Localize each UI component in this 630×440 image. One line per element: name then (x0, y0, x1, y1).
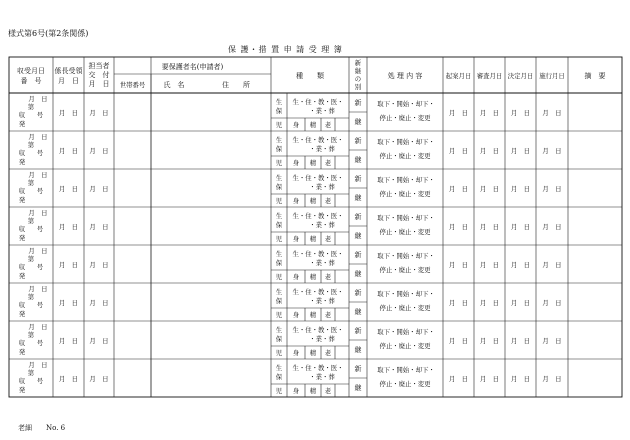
header-delivery-month-day: 月 日 (88, 80, 110, 88)
row-welfare-label: 精 (309, 121, 317, 129)
row-receive-number-prefix: 第 (27, 255, 35, 263)
row-review-month-day: 月 日 (479, 223, 500, 231)
row-receive-out: 発 (18, 272, 26, 280)
row-decision-month-day: 月 日 (510, 147, 531, 155)
row-receive-number-suffix: 号 (36, 187, 44, 195)
row-chief-month-day: 月 日 (58, 375, 79, 383)
row-draft-month-day: 月 日 (448, 337, 469, 345)
row-chief-month-day: 月 日 (58, 223, 79, 231)
row-receive-out: 発 (18, 158, 26, 166)
header-remarks: 摘 要 (584, 72, 606, 80)
row-continuing-mark: 継 (354, 232, 362, 240)
row-review-month-day: 月 日 (479, 147, 500, 155)
row-livelihood-label: 生 (275, 136, 283, 144)
row-new-mark: 新 (354, 175, 362, 183)
header-receive-number: 番 号 (20, 77, 42, 85)
row-welfare-label: 老 (324, 311, 332, 319)
footer-code: 老細 (18, 424, 32, 432)
row-livelihood-label: 生 (275, 326, 283, 334)
row-welfare-label: 身 (292, 273, 300, 281)
row-welfare-label: 老 (324, 349, 332, 357)
row-receive-out: 発 (18, 234, 26, 242)
row-receive-in: 収 (18, 111, 26, 119)
row-processing-options: 取下・開始・却下・ (377, 328, 435, 336)
row-staff-month-day: 月 日 (89, 375, 109, 383)
row-execution-month-day: 月 日 (542, 185, 562, 193)
row-continuing-mark: 継 (354, 156, 362, 164)
row-decision-month-day: 月 日 (510, 261, 531, 269)
row-decision-month-day: 月 日 (510, 109, 531, 117)
row-staff-month-day: 月 日 (89, 337, 109, 345)
row-livelihood-types: 生・住・教・医・ (292, 174, 344, 182)
row-draft-month-day: 月 日 (448, 223, 469, 231)
row-livelihood-label: 保 (275, 335, 283, 343)
row-chief-month-day: 月 日 (58, 109, 79, 117)
header-processing: 処 理 内 容 (387, 72, 423, 80)
row-welfare-label: 児 (275, 159, 283, 167)
row-welfare-label: 児 (275, 387, 283, 395)
row-receive-number-prefix: 第 (27, 331, 35, 339)
row-continuing-mark: 継 (354, 384, 362, 392)
row-livelihood-types: 生・住・教・医・ (292, 326, 344, 334)
row-welfare-label: 児 (275, 311, 283, 319)
row-processing-options: 取下・開始・却下・ (377, 290, 435, 298)
row-receive-month-day: 月 日 (28, 95, 48, 103)
row-welfare-label: 老 (324, 197, 332, 205)
row-livelihood-label: 保 (275, 297, 283, 305)
row-processing-options: 停止・廃止・変更 (379, 152, 431, 160)
header-new-continuing: 継 (354, 67, 362, 75)
row-receive-in: 収 (18, 377, 26, 385)
row-receive-in: 収 (18, 187, 26, 195)
header-receive-date: 収受月日 (17, 67, 45, 75)
row-staff-month-day: 月 日 (89, 261, 109, 269)
row-execution-month-day: 月 日 (542, 337, 562, 345)
row-processing-options: 停止・廃止・変更 (379, 228, 431, 236)
row-decision-month-day: 月 日 (510, 337, 531, 345)
row-livelihood-types: 生・住・教・医・ (292, 364, 344, 372)
row-receive-month-day: 月 日 (28, 209, 48, 217)
header-applicant-group: 要保護者名(申請者) (161, 63, 224, 71)
row-execution-month-day: 月 日 (542, 109, 562, 117)
row-welfare-label: 児 (275, 197, 283, 205)
row-receive-number-suffix: 号 (36, 111, 44, 119)
row-receive-in: 収 (18, 263, 26, 271)
row-new-mark: 新 (354, 327, 362, 335)
row-decision-month-day: 月 日 (510, 223, 531, 231)
row-staff-month-day: 月 日 (89, 299, 109, 307)
header-review-date: 審査月日 (476, 72, 503, 80)
row-welfare-label: 児 (275, 349, 283, 357)
row-new-mark: 新 (354, 99, 362, 107)
row-livelihood-types: ・業・葬 (309, 145, 335, 153)
row-continuing-mark: 継 (354, 346, 362, 354)
row-welfare-label: 児 (275, 273, 283, 281)
row-welfare-label: 児 (275, 235, 283, 243)
row-receive-number-suffix: 号 (36, 377, 44, 385)
row-receive-number-suffix: 号 (36, 301, 44, 309)
row-receive-month-day: 月 日 (28, 133, 48, 141)
row-new-mark: 新 (354, 213, 362, 221)
row-receive-out: 発 (18, 310, 26, 318)
row-receive-number-prefix: 第 (27, 217, 35, 225)
row-execution-month-day: 月 日 (542, 261, 562, 269)
header-category: 種 類 (296, 72, 324, 80)
row-draft-month-day: 月 日 (448, 185, 469, 193)
row-decision-month-day: 月 日 (510, 185, 531, 193)
row-receive-number-suffix: 号 (36, 339, 44, 347)
row-decision-month-day: 月 日 (510, 375, 531, 383)
row-livelihood-types: ・業・葬 (309, 335, 335, 343)
row-new-mark: 新 (354, 289, 362, 297)
row-draft-month-day: 月 日 (448, 147, 469, 155)
row-welfare-label: 精 (309, 311, 317, 319)
row-chief-month-day: 月 日 (58, 261, 79, 269)
row-livelihood-label: 保 (275, 183, 283, 191)
row-processing-options: 取下・開始・却下・ (377, 214, 435, 222)
row-continuing-mark: 継 (354, 270, 362, 278)
footer-number: No. 6 (46, 424, 66, 432)
row-receive-month-day: 月 日 (28, 285, 48, 293)
row-welfare-label: 身 (292, 311, 300, 319)
row-new-mark: 新 (354, 137, 362, 145)
row-review-month-day: 月 日 (479, 337, 500, 345)
row-livelihood-types: 生・住・教・医・ (292, 288, 344, 296)
row-execution-month-day: 月 日 (542, 375, 562, 383)
row-receive-month-day: 月 日 (28, 247, 48, 255)
row-livelihood-types: 生・住・教・医・ (292, 212, 344, 220)
row-welfare-label: 精 (309, 197, 317, 205)
row-chief-month-day: 月 日 (58, 299, 79, 307)
row-processing-options: 取下・開始・却下・ (377, 366, 435, 374)
row-livelihood-types: 生・住・教・医・ (292, 250, 344, 258)
row-receive-in: 収 (18, 339, 26, 347)
row-livelihood-label: 保 (275, 259, 283, 267)
header-household-number: 世帯番号 (119, 81, 146, 89)
header-chief-month-day: 月 日 (58, 77, 79, 85)
row-chief-month-day: 月 日 (58, 185, 79, 193)
row-welfare-label: 身 (292, 159, 300, 167)
row-execution-month-day: 月 日 (542, 223, 562, 231)
row-receive-number-suffix: 号 (36, 263, 44, 271)
row-livelihood-label: 生 (275, 174, 283, 182)
row-review-month-day: 月 日 (479, 109, 500, 117)
row-receive-month-day: 月 日 (28, 323, 48, 331)
row-staff-month-day: 月 日 (89, 223, 109, 231)
row-welfare-label: 身 (292, 197, 300, 205)
row-welfare-label: 精 (309, 159, 317, 167)
row-receive-out: 発 (18, 348, 26, 356)
row-welfare-label: 精 (309, 235, 317, 243)
row-continuing-mark: 継 (354, 308, 362, 316)
row-new-mark: 新 (354, 365, 362, 373)
header-draft-date: 起案月日 (445, 72, 472, 80)
form-footer (18, 423, 65, 433)
row-processing-options: 取下・開始・却下・ (377, 252, 435, 260)
row-continuing-mark: 継 (354, 194, 362, 202)
row-draft-month-day: 月 日 (448, 109, 469, 117)
row-receive-number-prefix: 第 (27, 179, 35, 187)
row-receive-out: 発 (18, 386, 26, 394)
row-review-month-day: 月 日 (479, 261, 500, 269)
header-new-continuing: の (354, 75, 362, 83)
row-processing-options: 停止・廃止・変更 (379, 304, 431, 312)
row-draft-month-day: 月 日 (448, 261, 469, 269)
row-processing-options: 停止・廃止・変更 (379, 114, 431, 122)
row-welfare-label: 老 (324, 387, 332, 395)
row-livelihood-label: 生 (275, 364, 283, 372)
header-address: 住 所 (222, 81, 250, 89)
row-receive-in: 収 (18, 225, 26, 233)
row-welfare-label: 老 (324, 273, 332, 281)
row-new-mark: 新 (354, 251, 362, 259)
row-welfare-label: 精 (309, 349, 317, 357)
header-staff: 担当者 (88, 62, 110, 70)
row-processing-options: 停止・廃止・変更 (379, 266, 431, 274)
row-welfare-label: 精 (309, 387, 317, 395)
row-processing-options: 停止・廃止・変更 (379, 342, 431, 350)
header-new-continuing: 別 (354, 83, 362, 91)
row-receive-out: 発 (18, 120, 26, 128)
row-processing-options: 停止・廃止・変更 (379, 190, 431, 198)
row-processing-options: 取下・開始・却下・ (377, 138, 435, 146)
row-receive-out: 発 (18, 196, 26, 204)
row-processing-options: 取下・開始・却下・ (377, 176, 435, 184)
row-livelihood-types: 生・住・教・医・ (292, 98, 344, 106)
row-execution-month-day: 月 日 (542, 299, 562, 307)
row-livelihood-types: 生・住・教・医・ (292, 136, 344, 144)
row-welfare-label: 身 (292, 349, 300, 357)
row-livelihood-types: ・業・葬 (309, 297, 335, 305)
form-title: 保 護・措 置 申 請 受 理 簿 (228, 45, 343, 54)
row-receive-month-day: 月 日 (28, 171, 48, 179)
row-review-month-day: 月 日 (479, 375, 500, 383)
row-livelihood-label: 生 (275, 212, 283, 220)
header-name: 氏 名 (163, 81, 185, 89)
row-chief-month-day: 月 日 (58, 337, 79, 345)
row-receive-number-prefix: 第 (27, 141, 35, 149)
row-review-month-day: 月 日 (479, 185, 500, 193)
row-chief-month-day: 月 日 (58, 147, 79, 155)
row-draft-month-day: 月 日 (448, 299, 469, 307)
row-livelihood-label: 保 (275, 145, 283, 153)
row-livelihood-label: 生 (275, 288, 283, 296)
row-receive-number-prefix: 第 (27, 103, 35, 111)
row-welfare-label: 身 (292, 121, 300, 129)
row-livelihood-label: 保 (275, 107, 283, 115)
row-processing-options: 停止・廃止・変更 (379, 380, 431, 388)
row-livelihood-types: ・業・葬 (309, 107, 335, 115)
row-review-month-day: 月 日 (479, 299, 500, 307)
row-receive-number-suffix: 号 (36, 149, 44, 157)
row-livelihood-types: ・業・葬 (309, 259, 335, 267)
header-execution-date: 施行月日 (539, 72, 565, 80)
row-welfare-label: 児 (275, 121, 283, 129)
header-delivery: 交 付 (88, 71, 110, 79)
row-livelihood-label: 保 (275, 221, 283, 229)
row-welfare-label: 身 (292, 387, 300, 395)
row-staff-month-day: 月 日 (89, 109, 109, 117)
row-livelihood-types: ・業・葬 (309, 221, 335, 229)
row-decision-month-day: 月 日 (510, 299, 531, 307)
row-welfare-label: 精 (309, 273, 317, 281)
row-livelihood-label: 保 (275, 373, 283, 381)
row-welfare-label: 身 (292, 235, 300, 243)
header-decision-date: 決定月日 (507, 72, 534, 80)
row-staff-month-day: 月 日 (89, 147, 109, 155)
row-livelihood-types: ・業・葬 (309, 373, 335, 381)
header-chief-receive: 係長受領 (54, 67, 83, 75)
row-receive-month-day: 月 日 (28, 361, 48, 369)
form-number-label: 様式第6号(第2条関係) (8, 29, 89, 38)
row-processing-options: 取下・開始・却下・ (377, 100, 435, 108)
row-livelihood-label: 生 (275, 98, 283, 106)
row-receive-in: 収 (18, 149, 26, 157)
header-new-continuing: 新 (354, 59, 362, 67)
row-execution-month-day: 月 日 (542, 147, 562, 155)
row-receive-number-suffix: 号 (36, 225, 44, 233)
row-welfare-label: 老 (324, 121, 332, 129)
row-receive-in: 収 (18, 301, 26, 309)
row-welfare-label: 老 (324, 159, 332, 167)
row-welfare-label: 老 (324, 235, 332, 243)
row-receive-number-prefix: 第 (27, 369, 35, 377)
row-livelihood-types: ・業・葬 (309, 183, 335, 191)
row-draft-month-day: 月 日 (448, 375, 469, 383)
row-livelihood-label: 生 (275, 250, 283, 258)
row-receive-number-prefix: 第 (27, 293, 35, 301)
row-staff-month-day: 月 日 (89, 185, 109, 193)
row-continuing-mark: 継 (354, 118, 362, 126)
